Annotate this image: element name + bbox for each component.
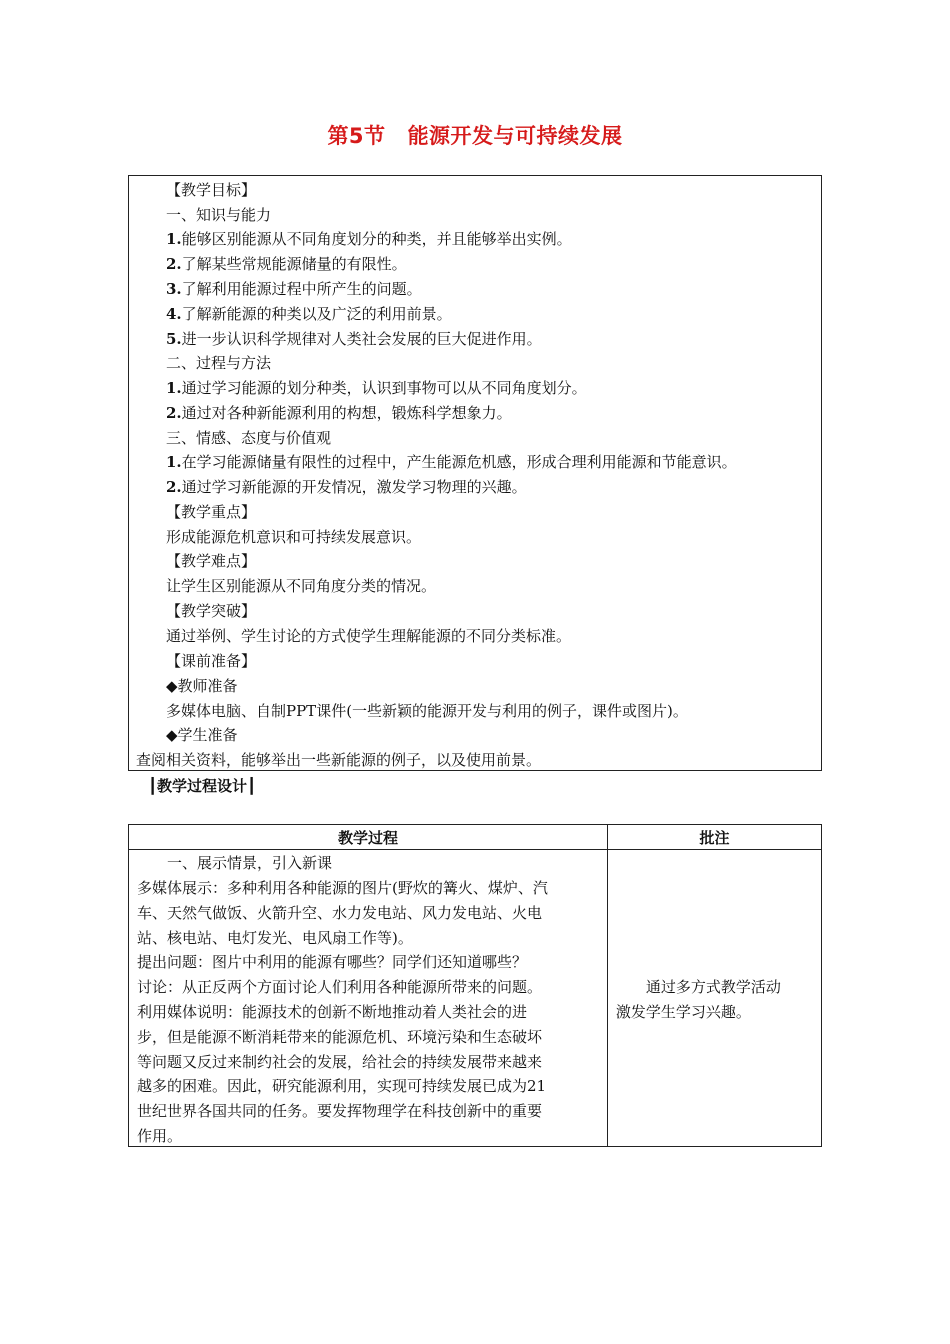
process-line: 世纪世界各国共同的任务。要发挥物理学在科技创新中的重要 <box>137 1102 543 1120</box>
process-line: 提出问题：图片中利用的能源有哪些？同学们还知道哪些？ <box>137 953 528 971</box>
objective-item: 1.能够区别能源从不同角度划分的种类，并且能够举出实例。 <box>166 230 572 248</box>
process-header: 教学过程 <box>129 825 608 850</box>
key-heading: 【教学重点】 <box>166 503 257 521</box>
section-name: 能源开发与可持续发展 <box>407 124 623 148</box>
process-line: 利用媒体说明：能源技术的创新不断地推动着人类社会的进 <box>137 1003 528 1021</box>
design-section-label: ┃教学过程设计┃ <box>148 777 257 795</box>
process-line: 讨论：从正反两个方面讨论人们利用各种能源所带来的问题。 <box>137 978 543 996</box>
part3-heading: 三、情感、态度与价值观 <box>166 429 332 447</box>
note-line: 激发学生学习兴趣。 <box>615 1003 751 1021</box>
objective-item: 2.了解某些常规能源储量的有限性。 <box>166 255 407 273</box>
process-line: 作用。 <box>137 1127 183 1145</box>
key-text: 形成能源危机意识和可持续发展意识。 <box>166 528 422 546</box>
difficulty-text: 让学生区别能源从不同角度分类的情况。 <box>166 577 437 595</box>
page-title <box>0 120 950 150</box>
part2-heading: 二、过程与方法 <box>166 354 272 372</box>
student-prep-heading: ◆学生准备 <box>166 726 238 744</box>
note-line: 通过多方式教学活动 <box>615 978 781 996</box>
process-line: 站、核电站、电灯发光、电风扇工作等)。 <box>137 929 413 947</box>
teacher-prep-text: 多媒体电脑、自制PPT课件(一些新颖的能源开发与利用的例子，课件或图片)。 <box>166 702 688 720</box>
student-prep-text: 查阅相关资料，能够举出一些新能源的例子，以及使用前景。 <box>136 751 542 769</box>
process-line: 越多的困难。因此，研究能源利用，实现可持续发展已成为21 <box>137 1077 547 1095</box>
objective-item: 4.了解新能源的种类以及广泛的利用前景。 <box>166 305 452 323</box>
objective-item: 5.进一步认识科学规律对人类社会发展的巨大促进作用。 <box>166 330 542 348</box>
difficulty-heading: 【教学难点】 <box>166 552 257 570</box>
objective-item: 2.通过学习新能源的开发情况，激发学习物理的兴趣。 <box>166 478 527 496</box>
process-line: 等问题又反过来制约社会的发展，给社会的持续发展带来越来 <box>137 1053 543 1071</box>
note-cell <box>607 850 821 1147</box>
process-line: 多媒体展示：多种利用各种能源的图片(野炊的篝火、煤炉、汽 <box>137 879 548 897</box>
process-cell <box>129 850 608 1147</box>
objectives-heading: 【教学目标】 <box>166 181 257 199</box>
process-table <box>128 824 822 1147</box>
objective-item: 2.通过对各种新能源利用的构想，锻炼科学想象力。 <box>166 404 512 422</box>
teacher-prep-heading: ◆教师准备 <box>166 677 238 695</box>
objective-item: 3.了解利用能源过程中所产生的问题。 <box>166 280 422 298</box>
process-line: 步，但是能源不断消耗带来的能源危机、环境污染和生态破坏 <box>137 1028 543 1046</box>
section-number: 第5节 <box>327 124 386 148</box>
breakthrough-heading: 【教学突破】 <box>166 602 257 620</box>
process-line: 一、展示情景，引入新课 <box>137 854 333 872</box>
objective-item: 1.通过学习能源的划分种类，认识到事物可以从不同角度划分。 <box>166 379 587 397</box>
part1-heading: 一、知识与能力 <box>166 206 272 224</box>
prep-heading: 【课前准备】 <box>166 652 257 670</box>
objective-item: 1.在学习能源储量有限性的过程中，产生能源危机感，形成合理利用能源和节能意识。 <box>166 453 737 471</box>
breakthrough-text: 通过举例、学生讨论的方式使学生理解能源的不同分类标准。 <box>166 627 572 645</box>
process-line: 车、天然气做饭、火箭升空、水力发电站、风力发电站、火电 <box>137 904 543 922</box>
note-header: 批注 <box>607 825 821 850</box>
